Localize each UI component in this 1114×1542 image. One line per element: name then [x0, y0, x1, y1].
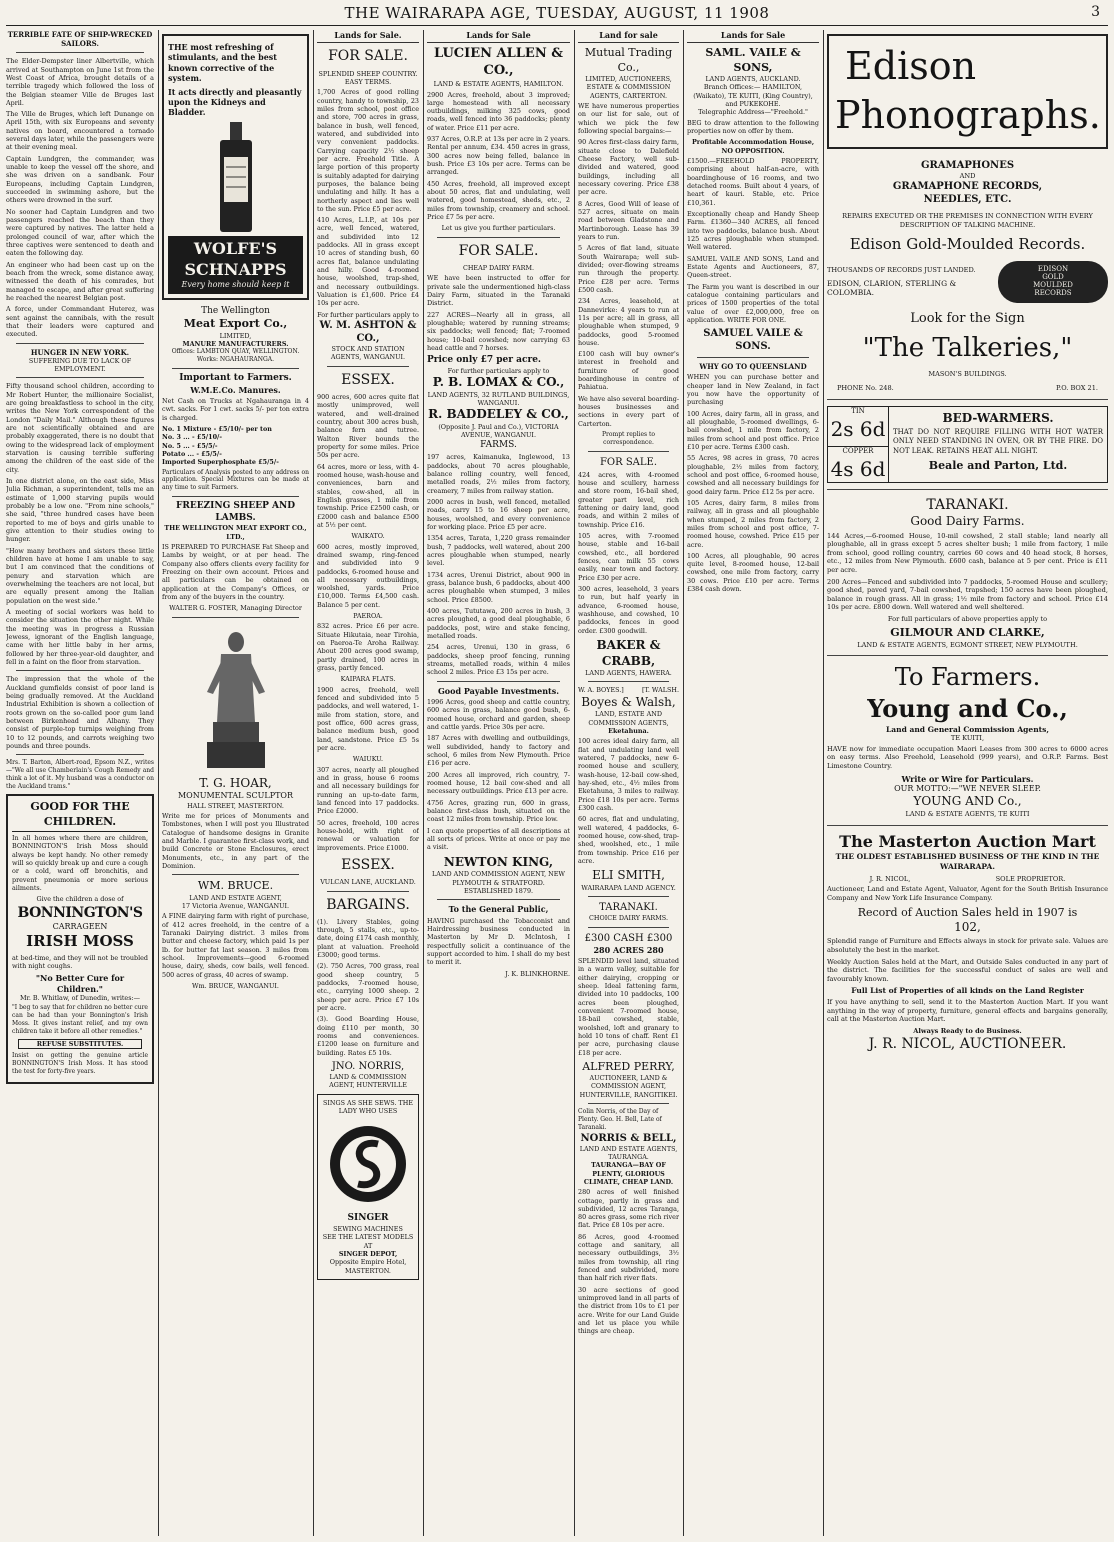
listing: 307 acres, nearly all ploughed and in grass, house 6 rooms and all necessary buildings for running an up-to-date farm, land fenced into 17 paddocks. Price £2000.: [317, 765, 419, 816]
brand-name: BONNINGTON'S: [17, 904, 143, 921]
ad-text: The Farm you want is described in our catalogue containing particulars and prices of 1500 properties of the total value of over £2,000,000, free on application. WRITE FOR ONE.: [687, 282, 819, 324]
ad-text: For further particulars apply to: [447, 366, 550, 375]
advertiser-name: JNO. NORRIS,: [331, 1060, 405, 1072]
article-paragraph: An engineer who had been cast up on the beach from the wreck, some distance away, witnessed the death of his comrades, but managed to escape, and after great suffering he reached the nearest Belgian post.: [6, 260, 154, 303]
ad-headline: WHY GO TO QUEENSLAND: [699, 362, 807, 372]
ad-signature: J. K. BLINKHORNE.: [505, 969, 570, 978]
ad-text: WHEN you can purchase better and cheaper land in New Zealand, in fact you now have the opportunity of purchasing: [687, 373, 819, 407]
listing: 1734 acres, Urenui District, about 900 in grass, balance bush, 6 paddocks, about 400 acres ploughable when stumped, 3 miles school. Price £8500.: [427, 570, 570, 604]
advertiser-name: R. BADDELEY & CO.,: [428, 407, 569, 422]
price-callout: Price only £7 per acre.: [427, 355, 542, 366]
ad-subheadline: THE WELLINGTON MEAT EXPORT CO., LTD.,: [164, 524, 307, 541]
listing: 600 acres, mostly improved, drained swamp, ring-fenced and subdivided into 9 paddocks, 6-roomed house and all necessary outbuildings, woolshed, yards. Price £10,000. Terms £4,500 cash. Balance 5 per cent.: [317, 542, 419, 609]
advertiser-name: SAMUEL VAILE & SONS.: [703, 328, 803, 353]
column-rule: [823, 30, 824, 1536]
ad-headline: FOR SALE.: [458, 242, 539, 259]
ad-text: Give the children a dose of: [36, 895, 124, 904]
listing: 200 Acres—Fenced and subdivided into 7 paddocks, 5-roomed House and scullery; good shed, paved yard, 7-bail cowshed, trapshed; 150 acres have been ploughed, balance in rough grass. All in grass; 1½ mile from factory and school. Price £14 10s per acre. £800 down. Well watered and well sheltered.: [827, 577, 1108, 612]
listing: 300 acres, leasehold, 3 years to run, but half yearly in advance, 6-roomed house, washhouse, and cowshed, 10 paddocks, fences in good order. £300 goodwill.: [578, 584, 679, 635]
advertiser-name: NEWTON KING,: [443, 854, 554, 869]
cylinder-label: EDISON: [1037, 264, 1069, 273]
ad-subheadline: CHEAP DAIRY FARM.: [462, 263, 535, 272]
ad-text: THOUSANDS OF RECORDS JUST LANDED.: [827, 265, 976, 274]
listing: 5 Acres of flat land, situate South Wairarapa; well sub-divided; over-flowing streams run through the property. Price £28 per acre. Terms £500 cash.: [578, 244, 679, 294]
brand-name: CARRAGEEN: [52, 921, 108, 931]
ad-headline: Important to Farmers.: [179, 372, 292, 383]
ad-text: Telegraphic Address—"Freehold.": [698, 108, 808, 117]
ad-text: Splendid range of Furniture and Effects always in stock for private sale. Values are absolutely the best in the market.: [827, 937, 1108, 954]
ad-motto: OUR MOTTO:—"WE NEVER SLEEP.: [894, 784, 1041, 793]
price-callout: 280 ACRES 280: [593, 944, 664, 955]
advertiser-address: STOCK AND STATION AGENTS, WANGANUI.: [330, 345, 406, 362]
ad-headline: GRAMAPHONE RECORDS,: [892, 181, 1043, 193]
ad-subheadline: W.M.E.Co. Manures.: [190, 384, 281, 395]
column-news: [6, 30, 154, 1535]
ad-text: Net Cash on Trucks at Ngahauranga in 4 cwt. sacks. For 1 cwt. sacks 5/- per ton extra is charged.: [162, 397, 309, 422]
ad-text: Write or Wire for Particulars.: [901, 773, 1034, 784]
listing: 105 Acres, dairy farm, 8 miles from railway, all in grass and all ploughable when stumped, 2 miles from factory, 2 miles from school and post office, 7-roomed house, cowshed. Price £15 per acre.: [687, 498, 819, 549]
advertiser-name: NORRIS & BELL,: [580, 1132, 677, 1144]
ad-text: Branch Offices:— HAMILTON, (Waikato), TE KUITI, (King Country), and PUKEKOHE.: [693, 83, 813, 108]
price-panel: [828, 407, 889, 482]
ad-headline: GOOD FOR THE CHILDREN.: [12, 800, 148, 832]
advertiser-address: LAND AND ESTATE AGENTS, TAURANGA.: [579, 1144, 678, 1161]
listing: 55 Acres, 98 acres in grass, 70 acres ploughable, 2½ miles from factory, school and post office, 6-roomed house, cowshed and all necessary buildings for good dairy farm. Price £12 5s per acre.: [687, 454, 819, 496]
advertiser-name: Mutual Trading Co.,: [584, 46, 673, 74]
ad-text: LIMITED,: [219, 331, 252, 340]
advertiser-name: GILMOUR AND CLARKE,: [890, 626, 1045, 640]
ad-warning: REFUSE SUBSTITUTES.: [18, 1039, 142, 1049]
proprietor-role: SOLE PROPRIETOR.: [995, 874, 1066, 883]
advertiser-address: LAND & ESTATE AGENTS, HAMILTON.: [433, 80, 564, 89]
ad-text: Look for the Sign: [910, 310, 1025, 326]
listing: 90 Acres first-class dairy farm, situate close to Dalefield Cheese Factory, well sub-divided and watered, good buildings, including all necessary covering. Price £38 per acre.: [578, 138, 679, 197]
column-rule: [683, 30, 684, 1536]
brand-name: Phonographs.: [835, 93, 1101, 138]
listing: (1). Livery Stables, going through, 5 stalls, etc., up-to-date, doing £174 cash monthly, plant at valuation. Freehold £3000; good terms.: [317, 917, 419, 960]
listing: 900 acres, 600 acres quite flat mostly unimproved, well watered, and well-drained country, about 300 acres bush, balance fern and tutree. Walton River bounds the property for some miles. Price 50s per acre.: [317, 392, 419, 460]
ad-text: Insist on getting the genuine article BONNINGTON'S Irish Moss. It has stood the test for forty-five years.: [12, 1051, 148, 1075]
listing: 1900 acres, freehold, well fenced and subdivided into 5 paddocks, and well watered, 1-mile from station, store, and post office, 600 acres grass, balance medium bush, good land, sandstone. Price £5 5s per acre.: [317, 685, 419, 753]
listing: 4756 Acres, grazing run, 600 in grass, balance first-class bush, situated on the coast 12 miles from township. Price low.: [427, 798, 570, 824]
ad-headline: Good Payable Investments.: [437, 685, 560, 696]
advertiser-address: 17 Victoria Avenue, WANGANUI.: [181, 901, 290, 910]
ad-singer: [317, 1094, 419, 1280]
ad-text: It acts directly and pleasantly upon the Kidneys and Bladder.: [168, 86, 302, 118]
ad-text: EDISON, CLARION, STERLING & COLOMBIA.: [827, 278, 957, 298]
ad-headline: ESSEX.: [341, 371, 395, 388]
listing: 234 Acres, leasehold, at Dannevirke: 4 years to run at 11s per acre; all in grass, all ploughable when stumped, 9 paddocks, good 5-roomed house.: [578, 297, 679, 347]
listing: 1996 Acres, good sheep and cattle country, 600 acres in grass, balance good bush, 6-roomed house, orchard and garden, sheep and cattle yards. Price 30s per acre.: [427, 698, 570, 731]
advertiser-address: LAND & ESTATE AGENTS, EGMONT STREET, NEW PLYMOUTH.: [857, 640, 1078, 649]
ad-signature: Wm. BRUCE, WANGANUI.: [192, 981, 279, 990]
ad-headline: To Farmers.: [894, 663, 1041, 692]
listing: 280 acres of well finished cottage, partly in grass and subdivided, 12 acres Taranga, 80 acres grass, some rich river flat. Price £8 10s per acre.: [578, 1188, 679, 1230]
ad-subheadline: TAURANGA—BAY OF PLENTY, GLORIOUS CLIMATE, CHEAP LAND.: [583, 1161, 674, 1186]
brand-tagline: Every home should keep it: [181, 280, 290, 290]
ad-text: Mr. B. Whitlaw, of Dunedin, writes:—: [19, 994, 141, 1003]
price-callout: £300 CASH £300: [584, 932, 673, 944]
masthead: [0, 0, 1114, 26]
column-rule: [158, 30, 159, 1536]
ad-text: MASON'S BUILDINGS.: [928, 369, 1007, 378]
ad-signature: WALTER G. FOSTER, Managing Director: [169, 604, 302, 613]
advertiser-address: Eketahuna.: [608, 727, 649, 736]
ad-text: THAT DO NOT REQUIRE FILLING WITH HOT WATER ONLY NEED STANDING IN OVEN, OR BY THE FIRE. DO NOT LEAK. RETAINS HEAT ALL NIGHT.: [893, 428, 1103, 455]
advertiser-role: WAIRARAPA LAND AGENCY.: [581, 883, 676, 892]
ad-text: THE most refreshing of stimulants, and the best known corrective of the system.: [168, 42, 277, 84]
ad-text: If you have anything to sell, send it to the Masterton Auction Mart. If you want anything in the way of property, furniture, general effects and bargains generally, call at the Masterton Auction Mart.: [827, 997, 1108, 1024]
ad-text: Prompt replies to correspondence.: [601, 431, 656, 446]
region-heading: TARANAKI.: [926, 496, 1009, 513]
ad-count: 102,: [954, 919, 981, 934]
article-paragraph: In one district alone, on the east side, Miss Julia Richman, a superintendent, tells me an estimate of 1,000 starving pupils would probably be a low one. "From nine schools," she said, "three hundred cases have been reported to me of boys and girls unable to give attention to their studies owing to hunger.: [6, 477, 154, 544]
column-ads: [162, 30, 309, 1535]
advertiser-address: LAND AND COMMISSION AGENT, NEW PLYMOUTH & STRATFORD. ESTABLISHED 1879.: [432, 870, 565, 895]
ad-headline: To the General Public,: [448, 904, 549, 915]
listing: 200 Acres all improved, rich country, 7-roomed house, 12 bail cow-shed and all necessary outbuildings. Price £13 per acre.: [427, 770, 570, 796]
article-paragraph: The impression that the whole of the Auckland gumfields consist of poor land is being gradually removed. At the Auckland Industrial Exhibition is shown a collection of roots grown on the so-called poor gum land between Birkenhead and Albany. They consist of purple-top turnips weighing from 10 to 12 pounds, and carrots weighing two pounds and three pounds.: [6, 675, 154, 750]
listing: 105 acres, with 7-roomed house, stable and 16-bail cowshed, etc., all bordered fences, can milk 55 cows easily, near town and factory. Price £30 per acre.: [578, 532, 679, 582]
ad-text: at bed-time, and they will not be troubled with night coughs.: [12, 953, 148, 971]
ad-subheadline: SPLENDID SHEEP COUNTRY.: [318, 69, 418, 78]
ad-text: SAMUEL VAILE AND SONS, Land and Estate Agents and Auctioneers, 87, Queen-street.: [687, 254, 819, 280]
column-lands-4: [687, 30, 819, 1535]
records-row: [827, 261, 1108, 303]
article-paragraph: Captain Lundgren, the commander, was unable to keep the vessel off the shore, and she was driven on a sandbank. Four Europeans, including Captain Lundgren, succeeded in swimming ashore, but the others were drowned in the surf.: [6, 154, 154, 205]
brand-name: WOLFE'S: [193, 238, 278, 258]
listing: Exceptionally cheap and Handy Sheep Farm. £1360—340 ACRES, all fenced into two paddocks, balance bush. About 125 acres ploughable when stumped. Well watered.: [687, 209, 819, 252]
column-heading: Land for sale: [578, 30, 679, 43]
masthead-rule: [6, 25, 1108, 26]
column-heading: Lands for Sale: [687, 30, 819, 43]
listing: 144 Acres,—6-roomed House, 10-mil cowshed, 2 stall stable; land nearly all ploughable, all in grass except 5 acres shelter bush; 1 mile from factory, 1 mile from school, good rolling country, carries 60 cows and 40 head stock, 8 horses, etc., 12 miles from New Plymouth. £600 cash, balance at 5 per cent. Price is £11 per acre.: [827, 531, 1108, 574]
column-heading: Lands for Sale.: [317, 30, 419, 43]
listing: 100 acres ideal dairy farm, all flat and undulating land well watered, 7 paddocks, new 6-roomed house and scullery, wash-house, 12-bail cow-shed, hay-shed, etc., 4½ miles from Eketahuna, 3 miles to railway. Price £18 10s per acre. Terms £300 cash.: [578, 737, 679, 812]
ad-subheadline: Full List of Properties of all kinds on the Land Register: [851, 986, 1084, 996]
advertiser-role: LAND, ESTATE AND COMMISSION AGENTS,: [588, 710, 669, 727]
listing: 100 Acres, dairy farm, all in grass, and all ploughable, 5-roomed dwellings, 6-bail cowshed, 1 mile from factory, 2 miles from school and post office. Price £10 per acre. Terms £300 cash.: [687, 409, 819, 451]
ad-headline: "The Talkeries,": [862, 332, 1073, 363]
listing: 187 Acres with dwelling and outbuildings, well subdivided, handy to factory and school, 6 miles from New Plymouth. Price £16 per acre.: [427, 734, 570, 768]
brand-name: SINGER: [347, 1213, 389, 1224]
price-row: No. 1 Mixture - £5/10/- per ton: [162, 425, 272, 434]
ad-edison-phonographs: [827, 34, 1108, 149]
ad-text: Weekly Auction Sales held at the Mart, and Outside Sales conducted in any part of the district. The facilities for the successful conduct of sales are well and favourably known.: [827, 957, 1108, 983]
listing: 410 Acres, L.I.P., at 10s per acre, well fenced, watered, and subdivided into 12 paddocks. All in grass except 10 acres of standing bush, 60 acres flat, balance undulating and hilly. Good 4-roomed house, woolshed, trap-shed, and necessary outbuildings. Valuation is £1,600. Price £4 10s per acre.: [317, 216, 419, 308]
ad-text: AT: [363, 1241, 373, 1250]
bottle-icon: [216, 122, 256, 232]
advertiser-name: ELI SMITH,: [592, 868, 665, 883]
cylinder-label: GOLD: [1042, 273, 1064, 282]
ad-text: In all homes where there are children, BONNINGTON'S Irish Moss should always be kept handy. No other remedy will so quickly break up and cure a cough or a cold, ward off bronchitis, and prevent pneumonia or more serious ailments.: [12, 834, 148, 892]
column-rule: [423, 30, 424, 1536]
article-paragraph: No sooner had Captain Lundgren and two passengers reached the beach than they were captured by natives. The latter held a prolonged council of war, after which the three captives were sentenced to death and eaten the following day.: [6, 207, 154, 258]
ad-subheadline: CHOICE DAIRY FARMS.: [589, 914, 668, 923]
column-lands-2: [427, 30, 570, 1535]
region-heading: PAEROA.: [353, 612, 383, 621]
listing: 1,700 Acres of good rolling country, handy to township, 23 miles from school, post office and store, 700 acres in grass, balance in bush, well fenced, watered, and subdivided into very convenient paddocks. Carrying capacity 2½ sheep per acre. Freehold Title. A large portion of this property is suitably adapted for dairying purposes, the balance being undulating and hilly. It has a northerly aspect and lies well to the sun. Price £5 per acre.: [317, 88, 419, 213]
ad-text: IS PREPARED TO PURCHASE Fat Sheep and Lambs by weight, or at per head. The Company also offers clients every facility for Freezing on their own account. Prices and all particulars can be obtained on application at the Company's Offices, or from any of the buyers in the country.: [162, 543, 309, 602]
partner-names: [578, 686, 679, 694]
ad-headline: FOR SALE.: [328, 48, 408, 65]
advertiser-address: (Opposite J. Paul and Co.), VICTORIA AVENUE, WANGANUI.: [438, 423, 559, 440]
ad-text: MANURE MANUFACTURERS.: [182, 340, 289, 349]
advertiser-address: Opposite Empire Hotel, MASTERTON.: [329, 1258, 407, 1275]
ad-text: A FINE dairying farm with right of purchase, of 412 acres freehold, in the centre of a Taranaki Dairying district. 3 miles from butter and cheese factory, which paid 1s per lb. for butter fat last season. 3 miles from school. Improvements—good 6-roomed house, dairy, sheds, cow bails, well fenced. 500 acres of grass, 40 acres of swamp.: [162, 912, 309, 979]
listing: 2900 Acres, freehold, about 3 improved; large homestead with all necessary outbuildings, milking 325 cows, good roads, well fenced into 36 paddocks; plenty of water. Price £11 per acre.: [427, 90, 570, 132]
listing: 832 acres. Price £6 per acre. Situate Hikutaia, near Tirohia, on Paeroa-Te Aroha Railway. About 200 acres good swamp, partly drained, 100 acres in grass, partly fenced.: [317, 622, 419, 673]
price-value: 2s 6d: [828, 416, 888, 447]
region-heading: TARANAKI.: [599, 902, 658, 914]
article-paragraph: The Elder-Dempster liner Albertville, which arrived at Southampton on June 1st from the West Coast of Africa, brought details of a terrible tragedy which followed the loss of the Belgian steamer Ville de Bruges last April.: [6, 57, 154, 107]
listing: 30 acre sections of good unimproved land in all parts of the district from 10s to £1 per acre. Write for our Land Guide and let us place you while things are cheap.: [578, 1285, 679, 1336]
advertiser-name: ESSEX.: [341, 857, 395, 873]
monument-statue-icon: [201, 622, 271, 772]
listing: WE have numerous properties on our list for sale, out of which we pick the few following special bargains:—: [578, 101, 679, 135]
proprietor-name: J. R. NICOL,: [869, 874, 911, 883]
price-row: Potato ... - £5/5/-: [162, 450, 222, 458]
column-lands-3: [578, 30, 679, 1535]
listing: 400 acres, Tututawa, 200 acres in bush, 3 acres ploughed, a good deal ploughable, 6 paddocks, post, wire and stake fencing, metalled roads.: [427, 607, 570, 640]
singer-logo-icon: [328, 1119, 408, 1209]
cylinder-label: RECORDS: [1034, 289, 1072, 298]
ad-headline: FREEZING SHEEP AND LAMBS.: [175, 501, 296, 523]
listing: £100 cash will buy owner's interest in freehold and furniture of good boardinghouse in centre of Pahiatua.: [578, 350, 679, 392]
ad-headline: BARGAINS.: [326, 896, 410, 913]
listing: 86 Acres, good 4-roomed cottage and sanitary, all necessary outbuildings, 3½ miles from township, all ring fenced and subdivided, more than half rich river flats.: [578, 1232, 679, 1283]
ad-text: AND: [959, 171, 976, 180]
ad-text: HAVING purchased the Tobacconist and Hairdressing business conducted in Masterton by Mr D. McIntosh, I respectfully solicit a continuance of the support accorded to him. I shall do my best to merit it.: [427, 916, 570, 967]
advertiser-address: LAND & ESTATE AGENTS, TE KUITI: [905, 809, 1030, 818]
ad-text: Always Ready to do Business.: [913, 1026, 1022, 1035]
ad-title: The Wellington: [201, 305, 270, 316]
advertiser-address: LAND AGENTS, AUCKLAND.: [705, 74, 801, 83]
advertiser-name: LUCIEN ALLEN & CO.,: [434, 46, 563, 79]
ad-quote: "No Better Cure for Children.": [35, 973, 125, 994]
region-heading: FARMS.: [480, 439, 517, 450]
brand-name: IRISH MOSS: [26, 932, 134, 951]
cylinder-label: MOULDED: [1033, 281, 1073, 290]
ad-headline: GRAMAPHONES: [920, 159, 1015, 171]
listing: 1354 acres, Tarata, 1,220 grass remainder bush, 7 paddocks, well watered, about 200 acres ploughable when stumped, nearly level.: [427, 534, 570, 568]
listing: £1500.—FREEHOLD PROPERTY, comprising about half-an-acre, with boardinghouse of 16 rooms, and two detached rooms. Built about 4 years, of heart of kauri. Stable, etc. Price £10,361.: [687, 156, 819, 207]
ad-text: EASY TERMS.: [344, 77, 392, 86]
article-paragraph: The Ville de Bruges, which left Dunange on April 15th, with six Europeans and seventy natives on board, encountered a tornado several days later, while the passengers were at their evening meal.: [6, 110, 154, 152]
article-paragraph: A meeting of social workers was held to consider the situation the other night. While the meeting was in progress a Russian Jewess, ignorant of the English language, came with her little baby in her arms, followed by her three-year-old daughter, and fell in a faint on the floor from starvation.: [6, 607, 154, 666]
ad-text: Write me for prices of Monuments and Tombstones, when I will post you Illustrated Catalogue of handsome designs in Granite and Marble. I guarantee first-class work, and build Concrete or Stone Enclosures, erect Monuments, etc., in any part of the Dominion.: [162, 812, 309, 870]
advertiser-address: TE KUITI,: [950, 734, 985, 743]
po-box: P.O. BOX 21.: [1056, 384, 1098, 393]
listing: BEG to draw attention to the following properties now on offer by them.: [687, 118, 819, 135]
advertiser-role: LAND AND ESTATE AGENT,: [189, 893, 282, 902]
ad-subheadline: Profitable Accommodation House, NO OPPOSITION.: [691, 138, 815, 155]
ad-bonningtons: [6, 794, 154, 1084]
record-cylinder-icon: [998, 261, 1108, 303]
advertiser-trade: MONUMENTAL SCULPTOR: [177, 791, 293, 801]
price-row: No. 3 ... - £5/10/-: [162, 433, 222, 442]
listing: 227 ACRES—Nearly all in grass, all ploughable; watered by running streams; six paddocks; well fenced; flat; 7-roomed house; 10-bail cowshed; now carrying 63 head cattle and 7 horses.: [427, 310, 570, 352]
ad-text: HAVE now for immediate occupation Maori Leases from 300 acres to 6000 acres on easy terms. Also Freehold, Leasehold (999 years), and O.R.P. Farms. Best Limestone Country.: [827, 744, 1108, 771]
listing: (3). Good Boarding House, doing £110 per month, 30 rooms and conveniences. £1200 lease on furniture and building. Rates £5 10s.: [317, 1015, 419, 1057]
page-number: 3: [1091, 4, 1100, 20]
brand-name: SEWING MACHINES: [333, 1224, 403, 1233]
advertiser-address: AUCTIONEER, LAND & COMMISSION AGENT, HUNTERVILLE, RANGITIKEI.: [579, 1074, 678, 1099]
price-row: Imported Superphosphate £5/5/-: [162, 458, 279, 467]
partner-name: W. A. BOYES.]: [578, 686, 624, 695]
listing: 254 acres, Urenui, 130 in grass, 6 paddocks, sheep proof fencing, running streams, metalled roads, within 4 miles school 2 miles. Price £3 15s per acre.: [427, 643, 570, 677]
advertiser-name: BAKER & CRABB,: [596, 637, 661, 668]
listing: We have also several boarding-houses businesses and sections in every part of Carterton.: [578, 394, 679, 428]
advertiser-name: T. G. HOAR,: [199, 775, 272, 790]
advertiser-address: LAND AGENTS, HAWERA.: [585, 669, 672, 678]
listing: 937 Acres, O.R.P. at 13s per acre in 2 years. Rental per annum, £34. 450 acres in grass, 300 acres now being felled, balance in bush. Price £3 10s per acre. Terms can be arranged.: [427, 135, 570, 177]
advertiser-name: Young and Co.,: [867, 694, 1068, 724]
ad-headline: SINGS AS SHE SEWS. THE LADY WHO USES: [322, 1098, 413, 1115]
listing: 424 acres, with 4-roomed house and scullery, harness and store room, 16-bail shed, greater part level, rich fattening or dairy land, good roads, and within 2 miles of township. Price £16.: [578, 470, 679, 529]
ad-headline: FOR SALE.: [599, 456, 658, 468]
listing: (2). 750 Acres, 700 grass, real good sheep country, 5 paddocks, 7-roomed house, etc., carrying 1000 sheep. 2 sheep per acre. Price £7 10s per acre.: [317, 962, 419, 1012]
listing: 450 Acres, freehold, all improved except about 50 acres, flat and undulating, well watered, good homestead, sheds, etc., 2 miles from township, creamery and school. Price £7 5s per acre.: [427, 179, 570, 222]
ad-title: Meat Export Co.,: [183, 317, 288, 331]
ad-text: REPAIRS EXECUTED OR THE PREMISES IN CONNECTION WITH EVERY DESCRIPTION OF TALKING MACHINE.: [842, 212, 1093, 229]
column-heading: Lands for Sale: [427, 30, 570, 43]
ad-bed-warmers: [827, 406, 1108, 483]
records-text: [827, 266, 977, 298]
partner-name: [T. WALSH.: [642, 686, 679, 695]
price-label: COPPER: [842, 446, 874, 455]
listing: 2000 acres in bush, well fenced, metalled roads, carry 15 to 16 sheep per acre, houses, woolshed, and every convenience for working place. Price £5 per acre.: [427, 498, 570, 532]
advertiser-name: Boyes & Walsh,: [581, 694, 676, 709]
advertiser-name: P. B. LOMAX & CO.,: [432, 375, 565, 390]
listing: SPLENDID level land, situated in a warm valley, suitable for either dairying, cropping or sheep. Ideal fattening farm, divided into 10 paddocks, 100 acres been ploughed, convenient 7-roomed house, 18-bail cowshed, stable, woolshed, loft and granary to hold 10 tons of chaff. Rent £1 per acre, purchasing clause £18 per acre.: [578, 956, 679, 1057]
proprietor-row: [827, 875, 1108, 884]
ad-text: I can quote properties of all descriptions at all sorts of prices. Write at once or pay me a visit.: [427, 826, 570, 852]
ad-text: SEE THE LATEST MODELS: [322, 1233, 414, 1242]
advertiser-name: YOUNG AND Co.,: [913, 794, 1022, 809]
bed-warmers-text: [889, 407, 1107, 482]
price-value: 4s 6d: [830, 456, 886, 481]
advertiser-name: J. R. NICOL, AUCTIONEER.: [868, 1036, 1067, 1053]
column-lands-1: [317, 30, 419, 1535]
subheadline: SUFFERING DUE TO LACK OF EMPLOYMENT.: [28, 356, 132, 374]
brand-name: SCHNAPPS: [184, 259, 287, 279]
ad-text: Let us give you further particulars.: [441, 224, 556, 233]
phone-number: PHONE No. 248.: [837, 384, 894, 393]
article-paragraph: Mrs. T. Barton, Albert-road, Epsom N.Z., writes—"We all use Chamberlain's Cough Remedy and think a lot of it. My husband was a conductor on the Auckland trams.": [6, 759, 154, 790]
advertiser-address: LAND AGENTS, 32 RUTLAND BUILDINGS, WANGANUI.: [427, 390, 570, 408]
listing: 60 acres, flat and undulating, well watered, 4 paddocks, 6-roomed house, cow-shed, trap-shed, woolshed, etc., 1 mile from township. Price £16 per acre.: [578, 815, 679, 865]
headline-hunger: HUNGER IN NEW YORK.: [30, 347, 130, 357]
column-rule: [574, 30, 575, 1536]
advertiser-name: ALFRED PERRY,: [582, 1059, 675, 1073]
ad-headline: NEEDLES, ETC.: [923, 194, 1012, 206]
listing: 197 acres, Kaimanuka, Inglewood, 13 paddocks, about 70 acres ploughable, balance rolling country, well fenced, metalled roads, 2½ miles from factory, creamery, 7 miles from railway station.: [427, 453, 570, 495]
advertiser-role: Land and General Commission Agents,: [886, 724, 1049, 734]
article-paragraph: "How many brothers and sisters these little children have at home I am unable to say, but I am convinced that the conditions of penury and starvation which are overwhelming the teachers are not local, but are equally present among the Italian population on the west side.": [6, 546, 154, 605]
partner-names: Colin Norris, of the Day of Plenty. Geo. H. Bell, Late of Taranaki.: [578, 1108, 662, 1131]
region-heading: KAIPARA FLATS.: [340, 675, 396, 684]
advertiser-address: HALL STREET, MASTERTON.: [187, 801, 284, 810]
headline-shipwreck: TERRIBLE FATE OF SHIP-WRECKED SAILORS.: [7, 30, 153, 49]
page-title: THE WAIRARAPA AGE, TUESDAY, AUGUST, 11 1908: [344, 4, 770, 22]
price-row: No. 5 ... - £5/5/-: [162, 441, 218, 450]
region-heading: WAIKATO.: [351, 532, 385, 541]
advertiser-name: Beale and Parton, Ltd.: [928, 458, 1068, 472]
ad-text: For further particulars apply to: [317, 310, 419, 319]
price-label: TIN: [851, 406, 865, 415]
ad-subheadline: THE OLDEST ESTABLISHED BUSINESS OF THE KIND IN THE WAIRARAPA.: [835, 852, 1100, 872]
ad-headline: Record of Auction Sales held in 1907 is: [857, 905, 1078, 919]
ad-headline: Edison Gold-Moulded Records.: [849, 235, 1086, 254]
region-heading: WAIUKU.: [352, 755, 384, 764]
ad-text: Auctioneer, Land and Estate Agent, Valuator, Agent for the South British Insurance Company and New York Life Insurance Company.: [827, 885, 1108, 902]
listing: 8 Acres, Good Will of lease of 527 acres, situate on main road between Gladstone and Martinborough. Lease has 39 years to run.: [578, 199, 679, 241]
contact-row: [837, 384, 1098, 393]
ad-headline: Good Dairy Farms.: [910, 514, 1025, 529]
ad-headline: The Masterton Auction Mart: [839, 831, 1096, 851]
advertiser-name: W. M. ASHTON & CO.,: [319, 320, 417, 345]
advertiser-name: SINGER DEPOT,: [338, 1249, 398, 1258]
article-paragraph: A force, under Commandant Huterez, was sent against the cannibals, with the result that their leaders were captured and executed.: [6, 305, 154, 339]
ad-text: Particulars of Analysis posted to any address on application. Special Mixtures can be made at any time to suit Farmers.: [162, 468, 309, 492]
ad-wolfes-schnapps: [162, 34, 309, 300]
brand-banner: [168, 236, 303, 294]
listing: 64 acres, more or less, with 4-roomed house, wash-house and conveniences, barn and stables, cow-shed, all in English grasses, 1 mile from township. Price £2500 cash, or £2000 cash and balance £500 at 5½ per cent.: [317, 462, 419, 529]
brand-name: Edison: [845, 44, 977, 88]
advertiser-address: LAND & COMMISSION AGENT, HUNTERVILLE: [329, 1072, 407, 1090]
advertiser-address: LIMITED, AUCTIONEERS, ESTATE & COMMISSION AGENTS, CARTERTON.: [585, 74, 672, 100]
listing: WE have been instructed to offer for private sale the undermentioned high-class Dairy Farm, situated in the Taranaki District.: [427, 274, 570, 308]
column-display-ads: [827, 30, 1108, 1535]
article-paragraph: Fifty thousand school children, according to Mr Robert Hunter, the millionaire Socialist, are going breakfastless to school in the city, writes the New York correspondent of the London "Daily Mail." Although these figures are not scientifically obtained and are probably exaggerated, there is no doubt that owing to the widespread lack of employment starvation is causing terrible suffering among the children of the east side of the city.: [6, 382, 154, 474]
column-rule: [313, 30, 314, 1536]
ad-text: "I beg to say that for children no better cure can be had than your Bonnington's Irish Moss. It gives instant relief, and my own children take it before all other remedies.": [12, 1004, 148, 1035]
ad-headline: BED-WARMERS.: [942, 410, 1054, 425]
advertiser-name: WM. BRUCE.: [197, 879, 274, 893]
ad-text: Offices: LAMBTON QUAY, WELLINGTON. Works: NGAHAURANGA.: [171, 348, 300, 364]
ad-text: For full particulars of above properties apply to: [887, 614, 1048, 623]
listing: 100 Acres, all ploughable, 90 acres quite level, 8-roomed house, 12-bail cowshed, one mile from factory, carry 30 cows. Price £10 per acre. Terms £384 cash down.: [687, 551, 819, 594]
advertiser-address: VULCAN LANE, AUCKLAND.: [320, 878, 416, 887]
advertiser-name: SAML. VAILE & SONS,: [705, 46, 801, 74]
listing: 50 acres, freehold, 100 acres house-hold, with right of renewal or valuation for improvements. Price £1000.: [317, 818, 419, 852]
